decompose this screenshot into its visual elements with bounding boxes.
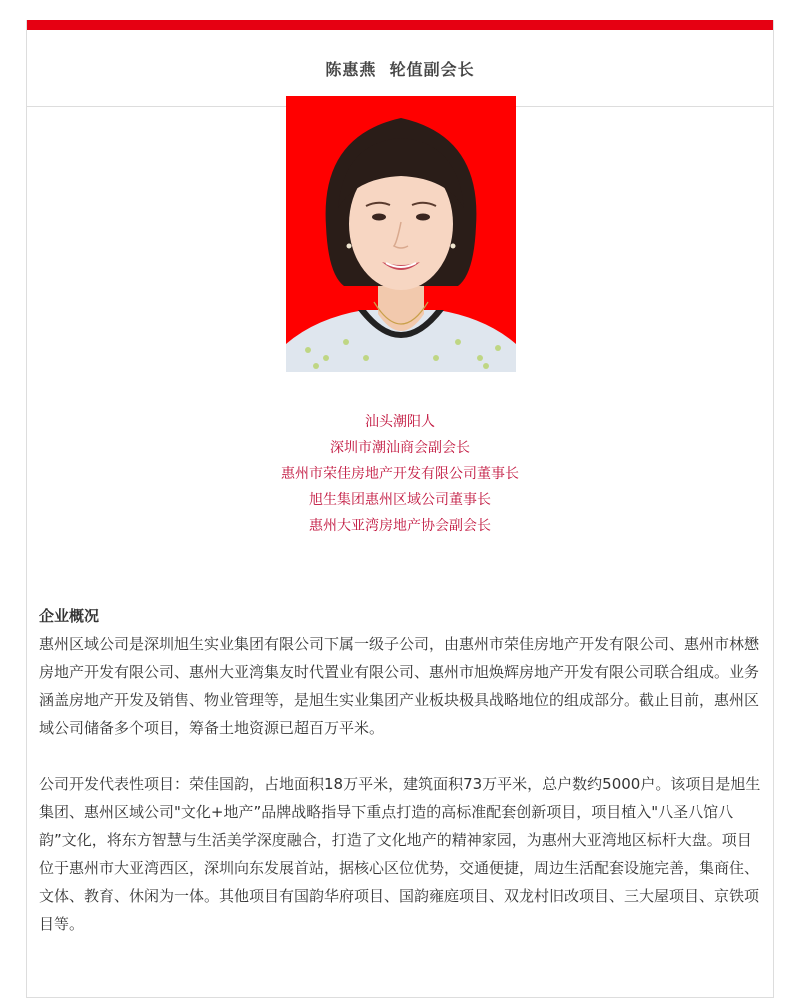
person-titles xyxy=(27,409,773,539)
profile-paragraph-1: 惠州区域公司是深圳旭生实业集团有限公司下属一级子公司，由惠州市荣佳房地产开发有限公司、惠州市林懋房地产开发有限公司、惠州大亚湾集友时代置业有限公司、惠州市旭焕辉房地产开发有限公司联合组成。业务涵盖房地产开发及销售、物业管理等，是旭生实业集团产业板块极具战略地位的组成部分。截止目前，惠州区域公司储备多个项目，筹备土地资源已超百万平米。 xyxy=(39,635,760,737)
title-line-chamber: 深圳市潮汕商会副会长 xyxy=(330,440,470,456)
title-line-association: 惠州大亚湾房地产协会副会长 xyxy=(309,518,491,534)
person-name: 陈惠燕 xyxy=(325,59,377,79)
portrait-photo xyxy=(286,96,516,372)
section-heading: 企业概况 xyxy=(39,607,100,625)
profile-paragraph-2: 公司开发代表性项目：荣佳国韵，占地面积18万平米，建筑面积73万平米，总户数约5000户。该项目是旭生集团、惠州区域公司"文化+地产”品牌战略指导下重点打造的高标准配套创新项目，项目植入"八圣八馆八韵”文化，将东方智慧与生活美学深度融合，打造了文化地产的精神家园，为惠州大亚湾地区标杆大盘。项目位于惠州市大亚湾西区，深圳向东发展首站，据核心区位优势，交通便捷，周边生活配套设施完善，集商住、文体、教育、休闲为一体。其他项目有国韵华府项目、国韵雍庭项目、双龙村旧改项目、三大屋项目、京铁项目等。 xyxy=(39,775,761,933)
page-title xyxy=(325,57,474,80)
person-position: 轮值副会长 xyxy=(389,59,475,79)
profile-card xyxy=(26,20,774,998)
top-accent-bar xyxy=(27,20,773,30)
title-line-xusheng: 旭生集团惠州区域公司董事长 xyxy=(309,492,491,508)
company-profile xyxy=(39,602,763,938)
title-line-hometown: 汕头潮阳人 xyxy=(365,414,435,430)
title-line-rongjia: 惠州市荣佳房地产开发有限公司董事长 xyxy=(281,466,519,482)
paragraph-spacer xyxy=(39,742,763,770)
